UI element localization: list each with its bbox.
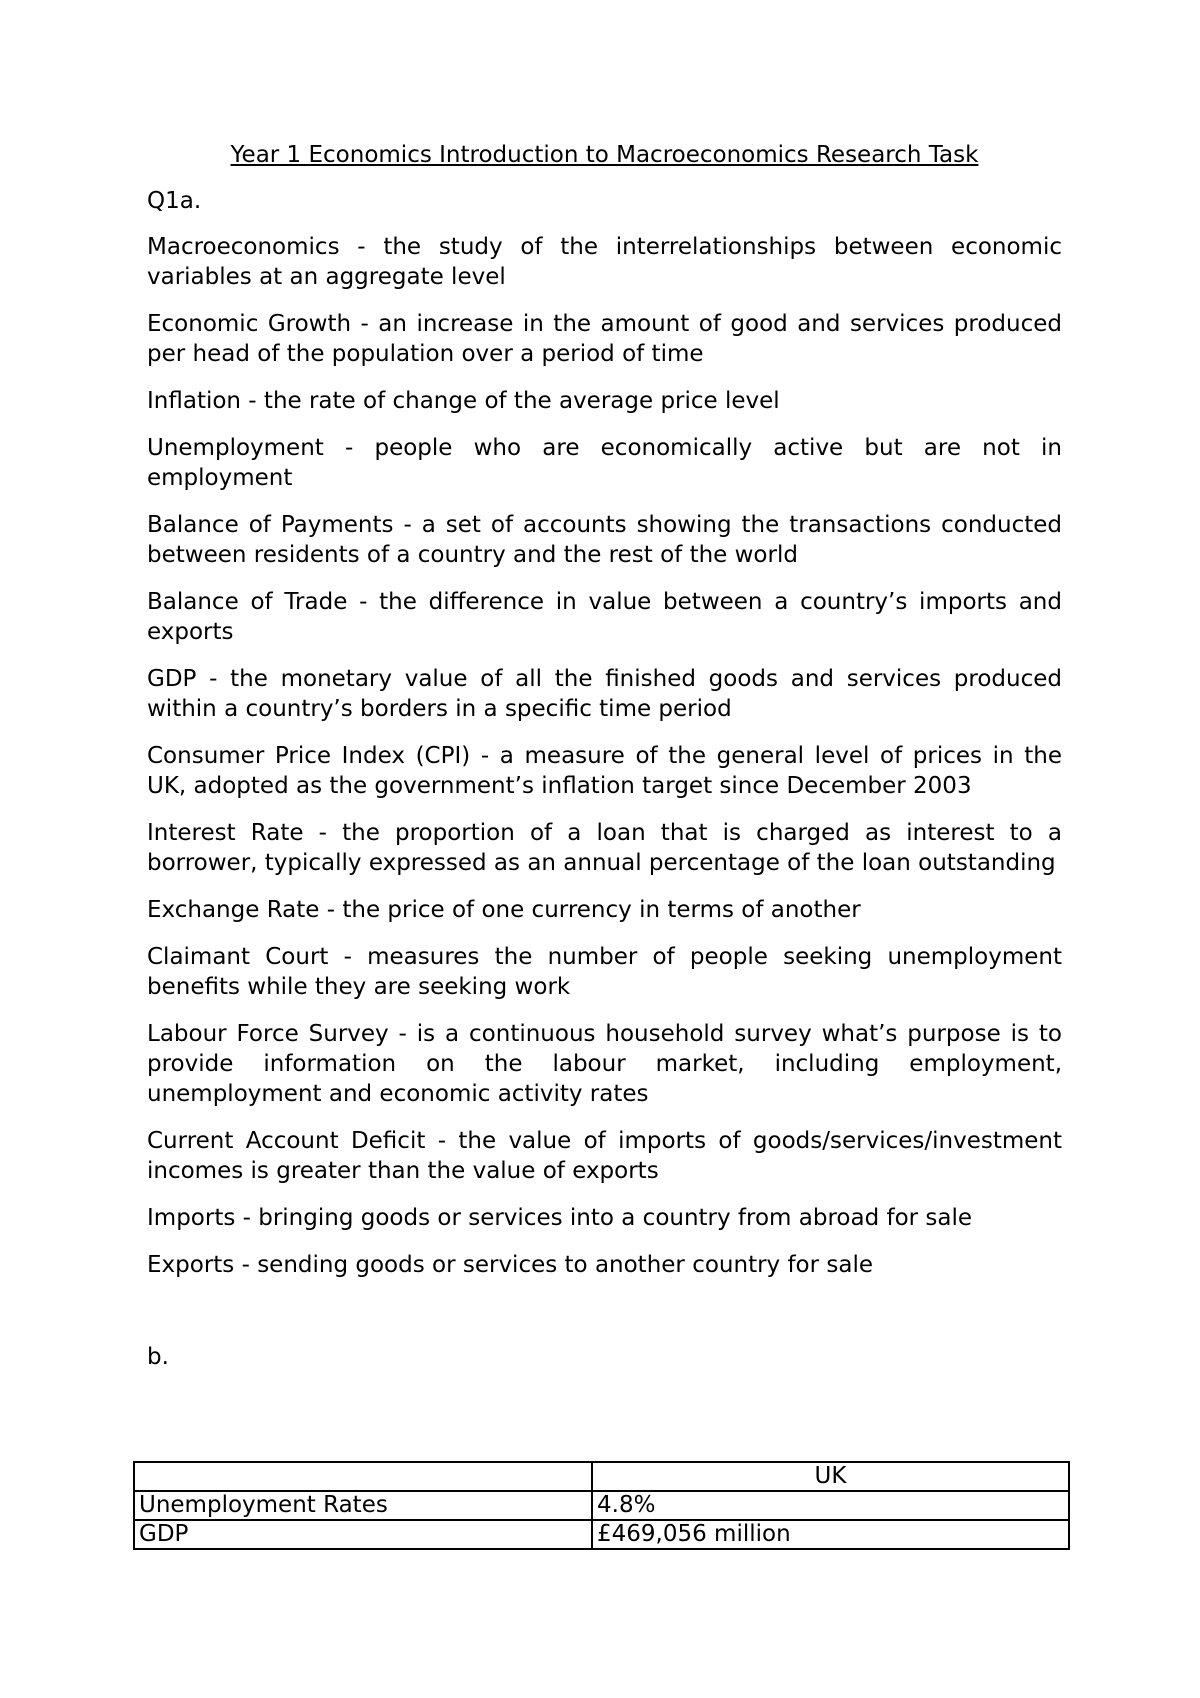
- uk-statistics-table: [133, 1461, 1070, 1550]
- definition-gdp: GDP - the monetary value of all the finished goods and services produced within a country’s borders in a specific time period: [147, 666, 1062, 722]
- table-header-cell-empty: [134, 1462, 592, 1491]
- document-body: [147, 140, 1062, 1386]
- definition-cpi: Consumer Price Index (CPI) - a measure of the general level of prices in the UK, adopted as the government’s inflation target since December 2003: [147, 743, 1062, 799]
- definition-balance-of-trade: Balance of Trade - the difference in value between a country’s imports and exports: [147, 589, 1062, 645]
- definition-labour-force-survey: Labour Force Survey - is a continuous household survey what’s purpose is to provide information on the labour market, including employment, unemployment and economic activity rates: [147, 1021, 1062, 1107]
- definition-economic-growth: Economic Growth - an increase in the amount of good and services produced per head of the population over a period of time: [147, 311, 1062, 367]
- definition-inflation: Inflation - the rate of change of the average price level: [147, 388, 780, 414]
- document-title: Year 1 Economics Introduction to Macroeconomics Research Task: [230, 142, 979, 168]
- table-header-cell-uk: UK: [592, 1462, 1069, 1491]
- definition-interest-rate: Interest Rate - the proportion of a loan that is charged as interest to a borrower, typically expressed as an annual percentage of the loan outstanding: [147, 820, 1062, 876]
- definition-balance-of-payments: Balance of Payments - a set of accounts showing the transactions conducted between residents of a country and the rest of the world: [147, 512, 1062, 568]
- table-cell-value: £469,056 million: [592, 1520, 1069, 1549]
- table-header-row: [134, 1462, 1069, 1491]
- definition-claimant-court: Claimant Court - measures the number of people seeking unemployment benefits while they are seeking work: [147, 944, 1062, 1000]
- definition-exports: Exports - sending goods or services to another country for sale: [147, 1252, 874, 1278]
- table-cell-label: GDP: [134, 1520, 592, 1549]
- definition-imports: Imports - bringing goods or services into a country from abroad for sale: [147, 1205, 973, 1231]
- table-cell-value: 4.8%: [592, 1491, 1069, 1520]
- definition-exchange-rate: Exchange Rate - the price of one currency in terms of another: [147, 897, 861, 923]
- table-cell-label: Unemployment Rates: [134, 1491, 592, 1520]
- definition-current-account-deficit: Current Account Deficit - the value of imports of goods/services/investment incomes is greater than the value of exports: [147, 1128, 1062, 1184]
- table-row: [134, 1491, 1069, 1520]
- question-label-b: b.: [147, 1344, 169, 1370]
- definition-unemployment: Unemployment - people who are economically active but are not in employment: [147, 435, 1062, 491]
- table-row: [134, 1520, 1069, 1549]
- definition-macroeconomics: Macroeconomics - the study of the interrelationships between economic variables at an aggregate level: [147, 234, 1062, 290]
- question-label-q1a: Q1a.: [147, 188, 202, 214]
